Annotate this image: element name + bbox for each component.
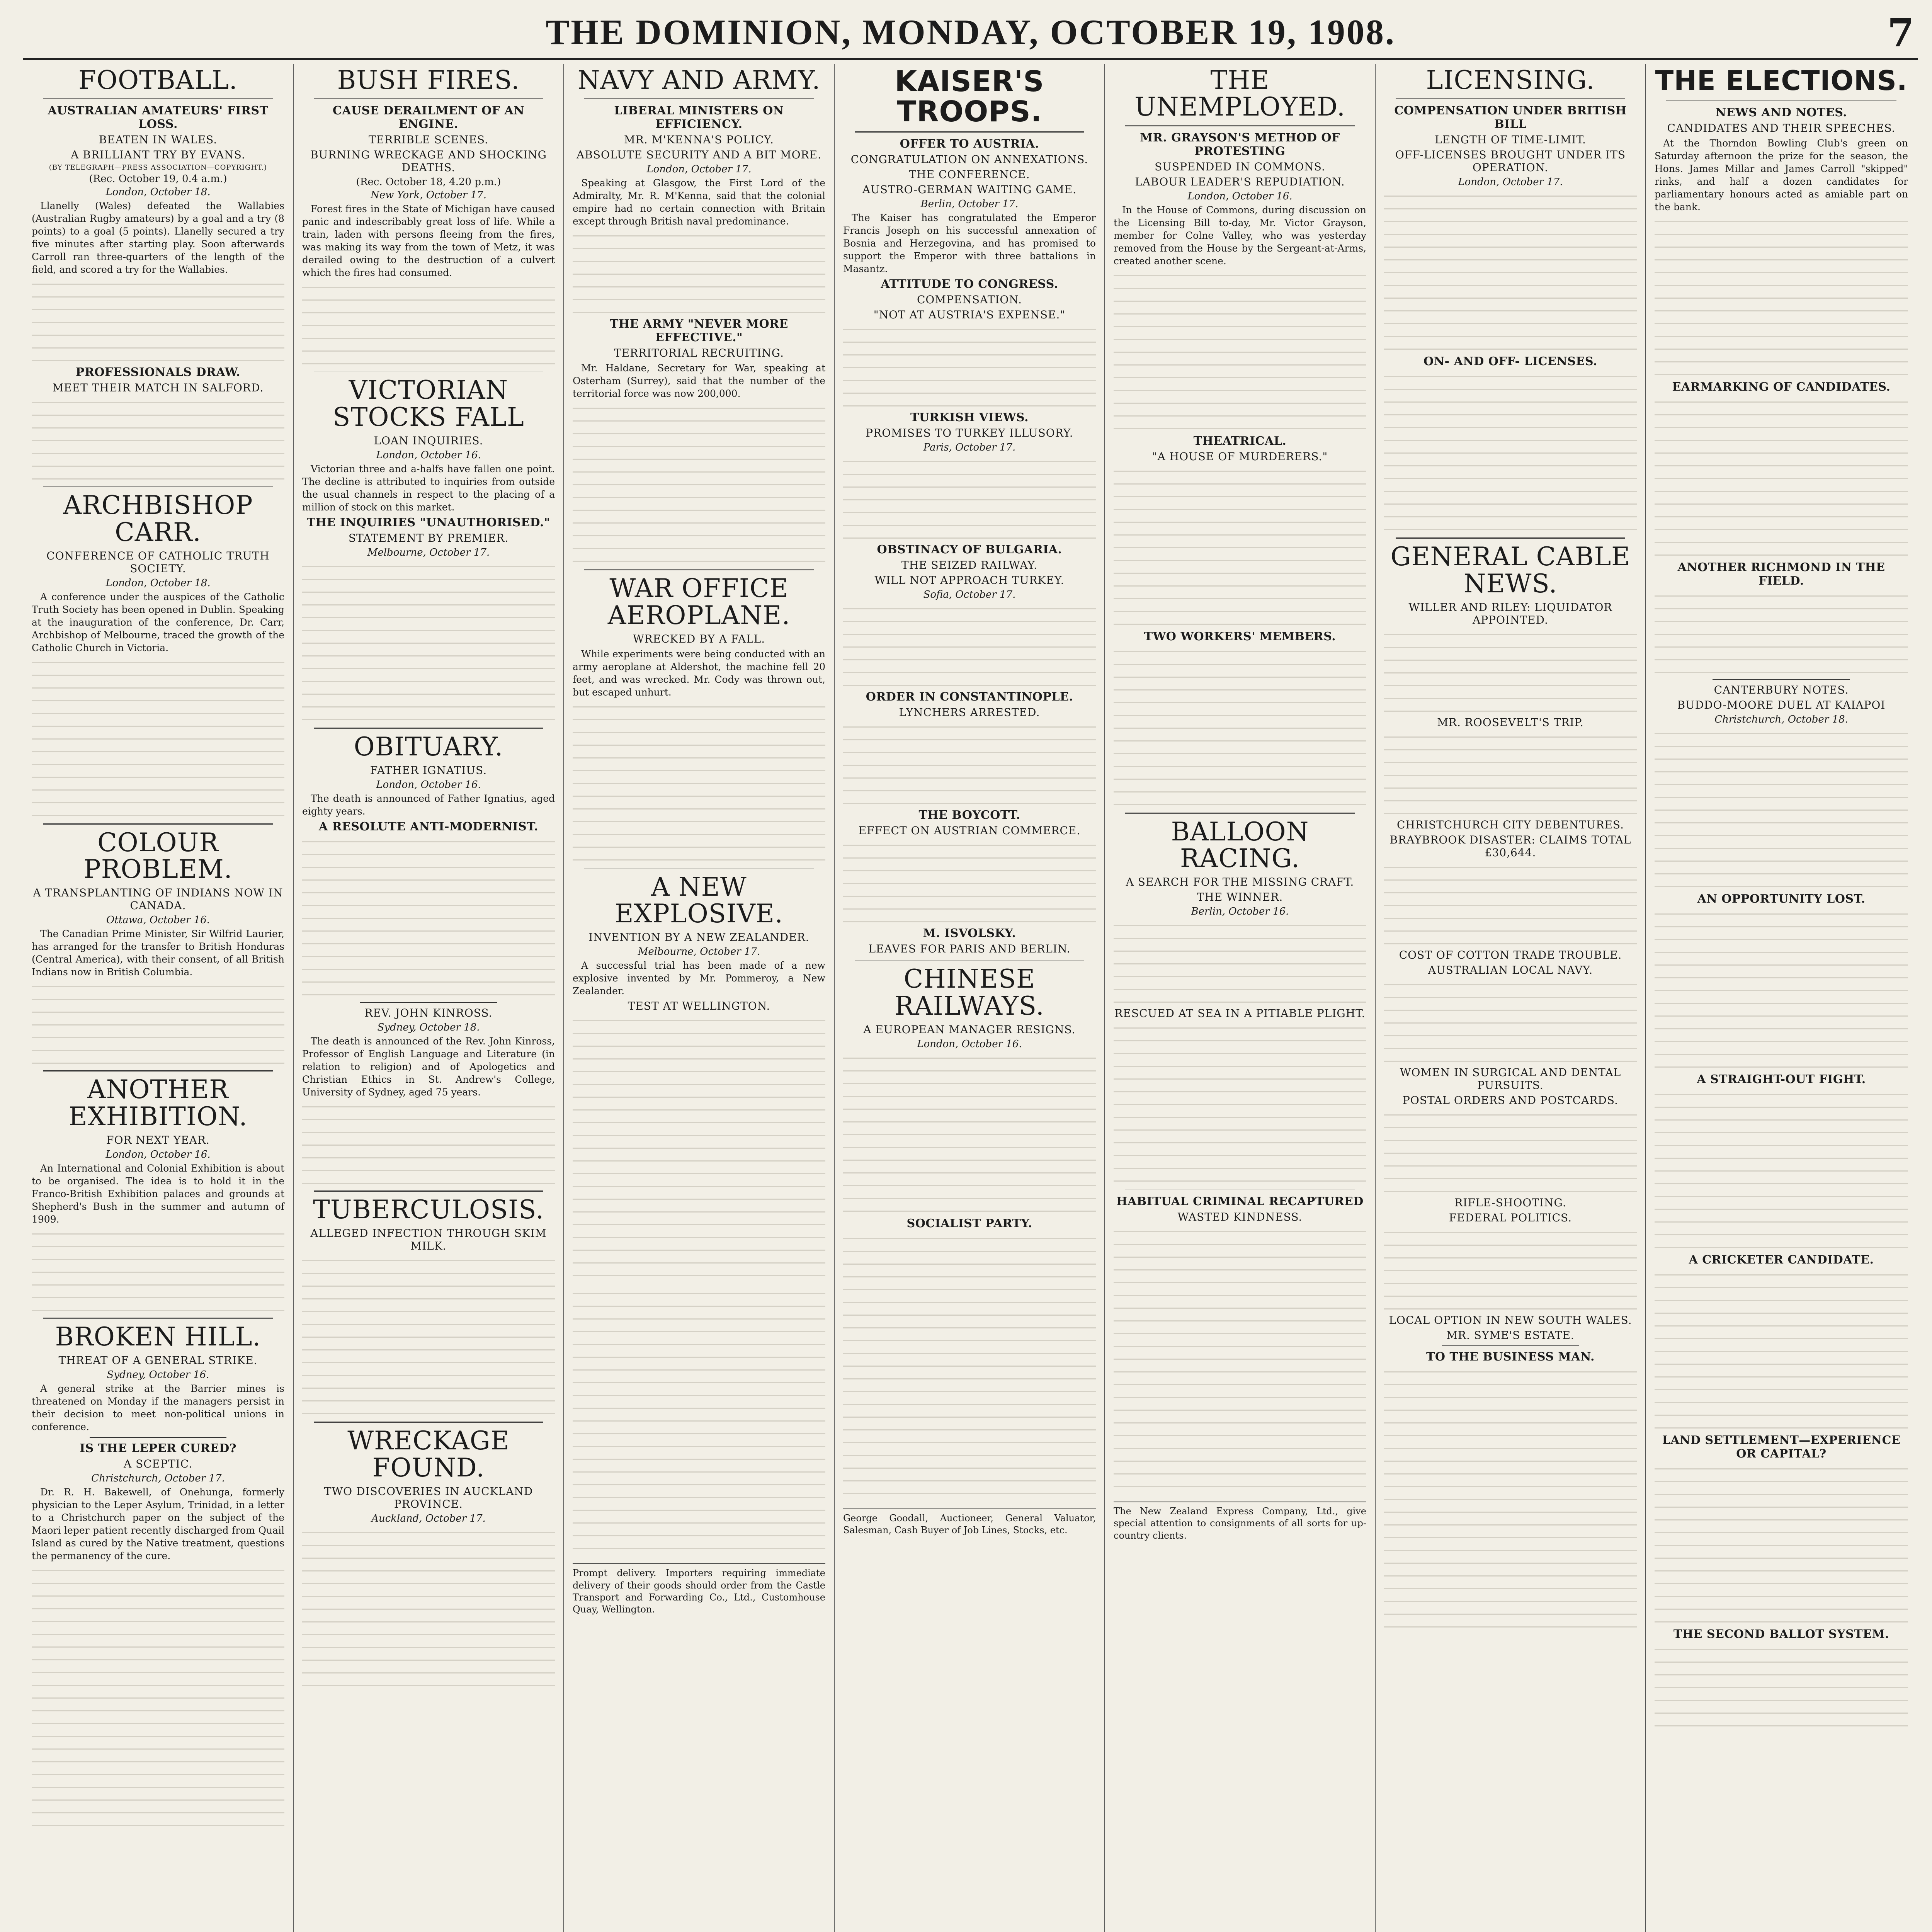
- text-block: [32, 981, 284, 1066]
- subheading: THE WINNER.: [1197, 891, 1283, 904]
- text-block: [1384, 861, 1637, 946]
- text-block: [1384, 1226, 1637, 1311]
- headline: IS THE LEPER CURED?: [80, 1442, 236, 1456]
- divider: [90, 1437, 226, 1438]
- elections-title: THE ELECTIONS.: [1655, 65, 1908, 97]
- dateline: Sydney, October 18.: [377, 1022, 480, 1034]
- text-block: [1655, 908, 1908, 1070]
- text-block: [1384, 1109, 1637, 1194]
- divider: [314, 1422, 543, 1423]
- subheading: TERRIBLE SCENES.: [369, 133, 488, 146]
- headline: LIBERAL MINISTERS ON EFFICIENCY.: [614, 104, 784, 131]
- divider: [43, 1070, 273, 1071]
- article-columns: [23, 64, 1918, 1932]
- subheading: ABSOLUTE SECURITY AND A BIT MORE.: [577, 148, 821, 162]
- subheading: REV. JOHN KINROSS.: [364, 1007, 493, 1020]
- article-body: Victorian three and a-halfs have fallen one point. The decline is attributed to inquiries from outside the usual channels in respect to the placing of a million of stock on this market.: [302, 463, 555, 513]
- subheading: AUSTRO-GERMAN WAITING GAME.: [862, 183, 1077, 196]
- headline: THE BOYCOTT.: [918, 808, 1020, 822]
- headline: ATTITUDE TO CONGRESS.: [881, 277, 1058, 291]
- headline: NEWS AND NOTES.: [1715, 105, 1847, 119]
- headline: TWO WORKERS' MEMBERS.: [1144, 629, 1336, 643]
- divider: [1713, 679, 1850, 680]
- divider: [584, 569, 814, 570]
- article-body: The Canadian Prime Minister, Sir Wilfrid Laurier, has arranged for the transfer to British Honduras (Central America), with their consent, of all British Indians now in British Columbia.: [32, 928, 284, 978]
- advertisement: The New Zealand Express Company, Ltd., give special attention to consignments of all sorts for up-country clients.: [1114, 1502, 1366, 1542]
- subheading: WRECKED BY A FALL.: [633, 632, 765, 645]
- text-block: [843, 456, 1096, 541]
- subheading: A SCEPTIC.: [123, 1458, 193, 1471]
- general-cable-title: GENERAL CABLE NEWS.: [1390, 542, 1631, 599]
- dateline: Sydney, October 16.: [107, 1369, 209, 1381]
- text-block: [1655, 216, 1908, 378]
- text-block: [1114, 465, 1366, 628]
- dateline: Paris, October 17.: [923, 442, 1016, 454]
- divider: [1396, 98, 1625, 99]
- subheading: BRAYBROOK DISASTER: CLAIMS TOTAL £30,644.: [1389, 833, 1631, 859]
- subheading: TWO DISCOVERIES IN AUCKLAND PROVINCE.: [324, 1485, 533, 1511]
- article-body: Llanelly (Wales) defeated the Wallabies (Australian Rugby amateurs) by a goal and a try (8 points) to a goal (5 points). Llanelly secured a try five minutes after starting play. Soon afterwards Carroll ran three-quarters of the length of the field, and scored a try for the Wallabies.: [32, 200, 284, 276]
- subheading: BURNING WRECKAGE AND SHOCKING DEATHS.: [310, 148, 547, 174]
- divider: [43, 1318, 273, 1319]
- subheading: LEAVES FOR PARIS AND BERLIN.: [868, 942, 1071, 956]
- headline: SOCIALIST PARTY.: [906, 1216, 1032, 1230]
- divider: [1125, 1189, 1355, 1190]
- colour-title: COLOUR PROBLEM.: [83, 827, 233, 884]
- headline: OFFER TO AUSTRIA.: [900, 137, 1039, 151]
- headline: LAND SETTLEMENT—EXPERIENCE OR CAPITAL?: [1662, 1433, 1901, 1461]
- dateline: London, October 16.: [1187, 190, 1293, 202]
- dateline: London, October 17.: [1458, 176, 1563, 188]
- text-block: [573, 402, 825, 565]
- subheading: AUSTRALIAN LOCAL NAVY.: [1428, 963, 1593, 976]
- headline: M. ISVOLSKY.: [923, 927, 1016, 940]
- subheading: CONGRATULATION ON ANNEXATIONS.: [850, 153, 1088, 166]
- subheading: WILLER AND RILEY: LIQUIDATOR APPOINTED.: [1408, 600, 1612, 626]
- dateline: London, October 16.: [376, 449, 481, 461]
- subheading: ALLEGED INFECTION THROUGH SKIM MILK.: [310, 1227, 547, 1253]
- text-block: [843, 1233, 1096, 1503]
- subheading: OFF-LICENSES BROUGHT UNDER ITS OPERATION.: [1395, 148, 1626, 174]
- balloon-racing-title: BALLOON RACING.: [1171, 816, 1309, 873]
- exhibition-title: ANOTHER EXHIBITION.: [68, 1075, 248, 1131]
- column-4: [835, 64, 1105, 1932]
- headline: A RESOLUTE ANTI-MODERNIST.: [318, 820, 539, 834]
- licensing-title: LICENSING.: [1426, 65, 1595, 95]
- archbishop-title: ARCHBISHOP CARR.: [63, 490, 253, 547]
- subheading: PROMISES TO TURKEY ILLUSORY.: [866, 427, 1073, 440]
- subheading: FATHER IGNATIUS.: [370, 764, 487, 777]
- dateline: Melbourne, October 17.: [367, 546, 490, 558]
- subheading: LYNCHERS ARRESTED.: [899, 706, 1040, 719]
- text-block: [32, 656, 284, 819]
- dateline: Sofia, October 17.: [923, 589, 1016, 601]
- headline: THE SECOND BALLOT SYSTEM.: [1673, 1627, 1889, 1641]
- article-body: Speaking at Glasgow, the First Lord of the Admiralty, Mr. R. M'Kenna, said that the colonial empire had no certain connection with Britain except through British naval predominance.: [573, 177, 825, 227]
- dateline: Auckland, October 17.: [371, 1513, 486, 1525]
- chinese-railways-title: CHINESE RAILWAYS.: [895, 964, 1044, 1021]
- subheading: MR. M'KENNA'S POLICY.: [624, 133, 774, 146]
- text-block: [573, 701, 825, 863]
- text-block: [32, 1565, 284, 1835]
- divider: [43, 98, 273, 99]
- text-block: [302, 1255, 555, 1417]
- text-block: [1114, 920, 1366, 1005]
- text-block: [1655, 1088, 1908, 1251]
- subheading: CHRISTCHURCH CITY DEBENTURES.: [1397, 818, 1624, 831]
- explosive-title: A NEW EXPLOSIVE.: [615, 872, 783, 929]
- text-block: [1655, 728, 1908, 890]
- column-3: [564, 64, 835, 1932]
- subheading: INVENTION BY A NEW ZEALANDER.: [588, 931, 810, 944]
- dateline: Ottawa, October 16.: [106, 914, 210, 926]
- text-block: [1114, 1226, 1366, 1496]
- kaiser-title: KAISER'S TROOPS.: [895, 65, 1044, 128]
- subheading: A BRILLIANT TRY BY EVANS.: [71, 148, 245, 162]
- subheading: TERRITORIAL RECRUITING.: [614, 347, 784, 360]
- headline: CAUSE DERAILMENT OF AN ENGINE.: [332, 104, 525, 131]
- text-block: [302, 836, 555, 998]
- dateline: London, October 18.: [105, 577, 211, 589]
- headline: PROFESSIONALS DRAW.: [75, 366, 241, 379]
- subheading: A EUROPEAN MANAGER RESIGNS.: [863, 1023, 1076, 1036]
- subheading: A SEARCH FOR THE MISSING CRAFT.: [1126, 876, 1354, 889]
- dateline: London, October 17.: [646, 163, 752, 175]
- text-block: [1384, 979, 1637, 1064]
- text-block: [1384, 190, 1637, 352]
- subheading: WOMEN IN SURGICAL AND DENTAL PURSUITS.: [1400, 1066, 1621, 1092]
- text-block: [302, 561, 555, 723]
- column-6: [1376, 64, 1646, 1932]
- text-block: [843, 1052, 1096, 1214]
- text-block: [843, 603, 1096, 688]
- received-date: (Rec. October 19, 0.4 a.m.): [89, 173, 227, 185]
- headline: OBSTINACY OF BULGARIA.: [877, 543, 1062, 557]
- wreckage-title: WRECKAGE FOUND.: [347, 1426, 510, 1483]
- divider: [314, 98, 543, 99]
- divider: [360, 1002, 497, 1003]
- dateline: Christchurch, October 17.: [91, 1473, 225, 1485]
- headline: THE ARMY "NEVER MORE EFFECTIVE.": [610, 317, 788, 345]
- subheading: TEST AT WELLINGTON.: [628, 1000, 770, 1013]
- subheading: A TRANSPLANTING OF INDIANS NOW IN CANADA.: [33, 886, 283, 912]
- subheading: POSTAL ORDERS AND POSTCARDS.: [1403, 1094, 1618, 1107]
- text-block: [843, 721, 1096, 806]
- subheading: COST OF COTTON TRADE TROUBLE.: [1399, 948, 1622, 961]
- subheading: LENGTH OF TIME-LIMIT.: [1435, 133, 1586, 146]
- headline: MR. GRAYSON'S METHOD OF PROTESTING: [1140, 131, 1340, 158]
- text-block: [1384, 371, 1637, 533]
- subheading: LOCAL OPTION IN NEW SOUTH WALES.: [1389, 1313, 1632, 1327]
- headline: ANOTHER RICHMOND IN THE FIELD.: [1677, 560, 1885, 588]
- divider: [855, 960, 1084, 961]
- subheading: WASTED KINDNESS.: [1177, 1211, 1303, 1224]
- dateline: Christchurch, October 18.: [1714, 713, 1848, 725]
- article-body: Mr. Haldane, Secretary for War, speaking at Osterham (Surrey), said that the number of the territorial force was now 200,000.: [573, 362, 825, 400]
- text-block: [32, 396, 284, 481]
- text-block: [1655, 1269, 1908, 1431]
- unemployed-title: THE UNEMPLOYED.: [1134, 65, 1345, 122]
- divider: [1666, 100, 1896, 101]
- subheading: RESCUED AT SEA IN A PITIABLE PLIGHT.: [1114, 1007, 1366, 1020]
- dateline: London, October 16.: [376, 779, 481, 791]
- text-block: [1114, 646, 1366, 808]
- headline: TURKISH VIEWS.: [910, 411, 1029, 425]
- text-block: [1114, 1022, 1366, 1184]
- dateline: London, October 18.: [105, 186, 211, 198]
- article-body: The death is announced of Father Ignatius, aged eighty years.: [302, 793, 555, 817]
- text-block: [32, 278, 284, 363]
- subheading: CANTERBURY NOTES.: [1714, 683, 1849, 696]
- received-date: (Rec. October 18, 4.20 p.m.): [356, 176, 501, 188]
- aeroplane-title: WAR OFFICE AEROPLANE.: [607, 573, 791, 630]
- subheading: MR. SYME'S ESTATE.: [1446, 1328, 1575, 1342]
- article-body: At the Thorndon Bowling Club's green on Saturday afternoon the prize for the season, the Hons. James Millar and James Carroll "skipped" rinks, and half a dozen candidates for parliamentary honours acted as amiable part on the bank.: [1655, 137, 1908, 213]
- text-block: [573, 1015, 825, 1285]
- article-body: While experiments were being conducted with an army aeroplane at Aldershot, the machine fell 20 feet, and was wrecked. Mr. Cody was thrown out, but escaped unhurt.: [573, 648, 825, 698]
- subheading: BUDDO-MOORE DUEL AT KAIAPOI: [1677, 698, 1886, 711]
- article-body: Forest fires in the State of Michigan have caused panic and indescribably great loss of life. While a train, laden with persons fleeing from the fires, was making its way from the town of Metz, it was derailed owing to the destruction of a culvert which the fires had consumed.: [302, 203, 555, 279]
- subheading: LOAN INQUIRIES.: [374, 434, 483, 447]
- headline: ON- AND OFF- LICENSES.: [1423, 355, 1597, 369]
- text-block: [1114, 270, 1366, 432]
- divider: [584, 98, 814, 99]
- column-1: [23, 64, 294, 1932]
- divider: [314, 371, 543, 372]
- column-5: [1105, 64, 1376, 1932]
- broken-hill-title: BROKEN HILL.: [55, 1322, 261, 1352]
- subheading: CONFERENCE OF CATHOLIC TRUTH SOCIETY.: [46, 549, 270, 575]
- dateline: London, October 16.: [917, 1038, 1022, 1050]
- subheading: THREAT OF A GENERAL STRIKE.: [58, 1354, 258, 1367]
- text-block: [302, 1527, 555, 1689]
- divider: [584, 868, 814, 869]
- advertisement: Prompt delivery. Importers requiring immediate delivery of their goods should order from the Castle Transport and Forwarding Co., Ltd., Customhouse Quay, Wellington.: [573, 1563, 825, 1616]
- newspaper-title: THE DOMINION, MONDAY, OCTOBER 19, 1908.: [546, 12, 1396, 52]
- divider: [1125, 125, 1355, 126]
- article-body: A successful trial has been made of a new explosive invented by Mr. Pommeroy, a New Zealander.: [573, 960, 825, 997]
- subheading: THE CONFERENCE.: [909, 168, 1030, 181]
- text-block: [1384, 731, 1637, 816]
- subheading: THE SEIZED RAILWAY.: [901, 559, 1038, 572]
- column-7: [1646, 64, 1917, 1932]
- dateline: New York, October 17.: [371, 189, 486, 201]
- advertisement: George Goodall, Auctioneer, General Valuator, Salesman, Cash Buyer of Job Lines, Stocks, etc.: [843, 1509, 1096, 1536]
- headline: HABITUAL CRIMINAL RECAPTURED: [1116, 1195, 1364, 1209]
- text-block: [1384, 629, 1637, 714]
- football-title: FOOTBALL.: [78, 65, 238, 95]
- subheading: FOR NEXT YEAR.: [106, 1134, 210, 1147]
- text-block: [843, 839, 1096, 924]
- dateline: Berlin, October 17.: [920, 198, 1019, 210]
- divider: [1442, 1345, 1579, 1346]
- headline: A STRAIGHT-OUT FIGHT.: [1697, 1072, 1866, 1086]
- article-body: Dr. R. H. Bakewell, of Onehunga, formerly physician to the Leper Asylum, Trinidad, in a letter to a Christchurch paper on the subject of the Maori leper patient recently discharged from Quail Island as cured by the Native treatment, questions the permanency of the cure.: [32, 1486, 284, 1562]
- article-body: A conference under the auspices of the Catholic Truth Society has been opened in Dublin. Speaking at the inauguration of the conference, Dr. Carr, Archbishop of Melbourne, traced the growth of the Catholic Church in Victoria.: [32, 591, 284, 653]
- subheading: "NOT AT AUSTRIA'S EXPENSE.": [873, 308, 1066, 321]
- subheading: RIFLE-SHOOTING.: [1454, 1196, 1566, 1209]
- text-block: [1655, 396, 1908, 558]
- subheading: FEDERAL POLITICS.: [1449, 1211, 1572, 1224]
- text-block: [1655, 1643, 1908, 1728]
- subheading: "A HOUSE OF MURDERERS.": [1152, 450, 1328, 463]
- text-block: [1655, 590, 1908, 675]
- masthead: [23, 8, 1918, 60]
- text-block: [573, 230, 825, 315]
- subheading: LABOUR LEADER'S REPUDIATION.: [1135, 175, 1345, 188]
- page-number: 7: [1887, 10, 1914, 56]
- text-block: [1384, 1366, 1637, 1636]
- headline: TO THE BUSINESS MAN.: [1426, 1350, 1595, 1364]
- headline: ORDER IN CONSTANTINOPLE.: [866, 690, 1073, 704]
- headline: AN OPPORTUNITY LOST.: [1697, 892, 1866, 906]
- subheading: MR. ROOSEVELT'S TRIP.: [1437, 716, 1584, 729]
- victorian-stocks-title: VICTORIAN STOCKS FALL: [333, 375, 524, 432]
- text-block: [302, 281, 555, 366]
- subheading: COMPENSATION.: [917, 293, 1022, 306]
- dateline: Berlin, October 16.: [1191, 906, 1289, 918]
- navy-army-title: NAVY AND ARMY.: [577, 65, 821, 95]
- headline: THEATRICAL.: [1193, 434, 1287, 448]
- divider: [1125, 813, 1355, 814]
- article-body: The Kaiser has congratulated the Emperor Francis Joseph on his successful annexation of Bosnia and Herzegovina, and has promised to support the Emperor with three battalions in Masantz.: [843, 212, 1096, 275]
- headline: THE INQUIRIES "UNAUTHORISED.": [306, 515, 551, 529]
- headline: COMPENSATION UNDER BRITISH BILL: [1394, 104, 1627, 131]
- article-body: A general strike at the Barrier mines is threatened on Monday if the managers persist in their decision to meet non-political unions in conference.: [32, 1383, 284, 1433]
- dateline: Melbourne, October 17.: [638, 946, 760, 958]
- divider: [43, 823, 273, 825]
- subheading: MEET THEIR MATCH IN SALFORD.: [52, 381, 264, 395]
- text-block: [32, 1228, 284, 1313]
- bush-fires-title: BUSH FIRES.: [337, 65, 520, 95]
- headline: AUSTRALIAN AMATEURS' FIRST LOSS.: [48, 104, 269, 131]
- subheading: CANDIDATES AND THEIR SPEECHES.: [1667, 121, 1896, 134]
- text-block: [302, 1101, 555, 1186]
- subheading: STATEMENT BY PREMIER.: [348, 531, 509, 544]
- subheading: EFFECT ON AUSTRIAN COMMERCE.: [858, 824, 1081, 837]
- press-credit: (BY TELEGRAPH—PRESS ASSOCIATION—COPYRIGHT.): [49, 163, 267, 172]
- article-body: The death is announced of the Rev. John Kinross, Professor of English Language and Literature (in relation to religion) and of Apologetics and Christian Ethics in St. Andrew's College, University of Sydney, aged 75 years.: [302, 1036, 555, 1098]
- divider: [314, 1190, 543, 1192]
- text-block: [843, 323, 1096, 408]
- text-block: [1655, 1463, 1908, 1625]
- divider: [855, 131, 1084, 133]
- headline: A CRICKETER CANDIDATE.: [1689, 1253, 1874, 1267]
- headline: EARMARKING OF CANDIDATES.: [1672, 380, 1891, 394]
- dateline: London, October 16.: [105, 1149, 211, 1161]
- obituary-title: OBITUARY.: [354, 731, 503, 762]
- subheading: BEATEN IN WALES.: [99, 133, 218, 146]
- subheading: SUSPENDED IN COMMONS.: [1155, 160, 1325, 173]
- divider: [1396, 537, 1625, 539]
- column-2: [294, 64, 564, 1932]
- article-body: An International and Colonial Exhibition is about to be organised. The idea is to hold it in the Franco-British Exhibition palaces and grounds at Shepherd's Bush in the summer and autumn of 1909.: [32, 1163, 284, 1225]
- subheading: WILL NOT APPROACH TURKEY.: [874, 574, 1065, 587]
- text-block: [573, 1287, 825, 1558]
- divider: [314, 728, 543, 729]
- divider: [43, 486, 273, 487]
- tuberculosis-title: TUBERCULOSIS.: [313, 1195, 544, 1225]
- article-body: In the House of Commons, during discussion on the Licensing Bill to-day, Mr. Victor Grayson, member for Colne Valley, who was yesterday removed from the House by the Sergeant-at-Arms, created another scene.: [1114, 204, 1366, 267]
